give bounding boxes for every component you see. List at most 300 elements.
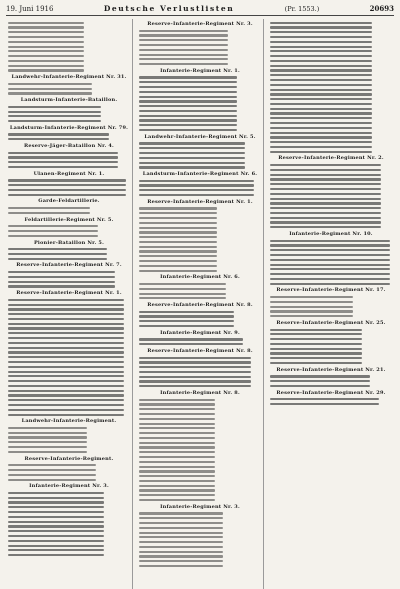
text-line (139, 527, 223, 529)
section-heading: Reserve-Infanterie-Regiment Nr. 1. (16, 290, 122, 297)
text-line (8, 230, 98, 232)
text-line (139, 217, 217, 219)
text-line (270, 348, 362, 350)
section-heading: Garde-Feldartillerie. (38, 198, 100, 205)
text-line (8, 92, 92, 94)
text-line (139, 288, 226, 290)
section-heading: Reserve-Infanterie-Regiment Nr. 8. (147, 302, 253, 309)
text-line (270, 183, 381, 185)
text-line (270, 117, 372, 119)
text-line (8, 451, 87, 453)
text-line (139, 555, 223, 557)
section-heading: Landwehr-Infanterie-Regiment Nr. 5. (144, 133, 256, 140)
text-line (8, 436, 87, 438)
text-line (270, 310, 353, 312)
text-line (270, 141, 372, 143)
text-line (139, 461, 215, 463)
column-3 (268, 19, 394, 589)
text-line (139, 157, 245, 159)
text-line (270, 264, 390, 266)
section-heading: Reserve-Infanterie-Regiment Nr. 2. (278, 155, 384, 162)
section-heading: Infanterie-Regiment Nr. 3. (29, 483, 109, 490)
text-line (270, 69, 372, 71)
text-line (8, 366, 124, 368)
text-line (139, 565, 223, 567)
text-line (139, 270, 217, 272)
text-line (8, 50, 84, 52)
text-line (8, 511, 104, 513)
section (8, 262, 130, 287)
section (139, 21, 261, 65)
text-line (8, 506, 104, 508)
text-line (139, 207, 217, 209)
text-line (270, 188, 381, 190)
text-line (8, 318, 124, 320)
section (270, 320, 392, 364)
text-line (8, 212, 90, 214)
text-line (139, 96, 237, 98)
text-line (270, 193, 381, 195)
text-line (8, 525, 104, 527)
text-line (8, 65, 84, 67)
text-line (139, 227, 217, 229)
text-line (139, 212, 217, 214)
text-line (8, 375, 124, 377)
text-line (270, 198, 381, 200)
issue-number: (Pr. 1553.) (284, 5, 320, 13)
section (8, 97, 130, 122)
text-line (270, 55, 372, 57)
text-line (139, 466, 215, 468)
text-line (139, 480, 215, 482)
text-line (8, 120, 101, 122)
text-line (8, 347, 124, 349)
text-line (139, 522, 223, 524)
section (139, 302, 261, 327)
text-line (8, 554, 104, 556)
text-line (270, 112, 372, 114)
section (8, 198, 130, 214)
text-line (270, 98, 372, 100)
text-line (270, 240, 390, 242)
text-line (8, 427, 87, 429)
text-line (270, 79, 372, 81)
text-line (139, 475, 215, 477)
column-2 (137, 19, 264, 589)
text-line (139, 115, 237, 117)
text-line (270, 127, 372, 129)
text-line (139, 380, 251, 382)
text-line (270, 103, 372, 105)
text-line (270, 60, 372, 62)
text-line (139, 376, 251, 378)
text-line (8, 69, 84, 71)
text-line (8, 88, 92, 90)
text-line (270, 151, 372, 153)
text-line (270, 22, 372, 24)
text-line (8, 549, 104, 551)
text-line (270, 202, 381, 204)
text-line (139, 39, 228, 41)
text-line (139, 499, 215, 501)
text-line (139, 517, 223, 519)
section (8, 74, 130, 94)
text-line (8, 83, 92, 85)
section-heading: Infanterie-Regiment Nr. 6. (160, 274, 240, 281)
text-line (8, 446, 87, 448)
text-line (139, 489, 215, 491)
text-line (270, 254, 390, 256)
text-line (270, 31, 372, 33)
text-line (139, 105, 237, 107)
text-line (139, 63, 228, 65)
text-line (270, 36, 372, 38)
text-line (139, 142, 245, 144)
section-heading: Feldartillerie-Regiment Nr. 5. (24, 216, 114, 223)
section (270, 155, 392, 228)
text-line (8, 409, 124, 411)
text-line (139, 44, 228, 46)
text-line (139, 366, 251, 368)
text-line (270, 329, 362, 331)
text-line (139, 311, 234, 313)
text-line (270, 212, 381, 214)
text-line (270, 343, 362, 345)
text-line (139, 532, 223, 534)
text-line (139, 255, 217, 257)
text-line (270, 74, 372, 76)
text-line (139, 385, 251, 387)
text-line (8, 166, 118, 168)
text-line (270, 283, 390, 285)
text-line (8, 501, 104, 503)
text-line (139, 320, 234, 322)
text-line (139, 361, 251, 363)
text-line (8, 55, 84, 57)
text-line (139, 241, 217, 243)
page-date: 19. Juni 1916 (6, 5, 54, 13)
section-heading: Pionier-Bataillon Nr. 5. (33, 239, 105, 246)
text-line (139, 541, 223, 543)
text-line (8, 26, 84, 28)
text-line (270, 174, 381, 176)
text-line (270, 178, 381, 180)
text-line (139, 81, 237, 83)
text-line (270, 26, 372, 28)
text-line (139, 446, 215, 448)
section (139, 134, 261, 169)
text-line (139, 470, 215, 472)
section (8, 456, 130, 481)
text-line (8, 327, 124, 329)
text-line (139, 260, 217, 262)
text-line (8, 271, 115, 273)
text-line (8, 399, 124, 401)
text-line (139, 124, 237, 126)
section (139, 390, 261, 501)
text-line (8, 156, 118, 158)
text-line (139, 189, 254, 191)
text-line (8, 276, 115, 278)
text-line (139, 512, 223, 514)
section-heading: Reserve-Infanterie-Regiment Nr. 7. (16, 262, 122, 269)
text-line (139, 399, 215, 401)
text-line (270, 249, 390, 251)
text-line (8, 299, 124, 301)
text-line (8, 323, 124, 325)
text-line (139, 91, 237, 93)
text-line (270, 50, 372, 52)
text-line (8, 371, 124, 373)
text-line (8, 133, 109, 135)
section-heading: Infanterie-Regiment Nr. 9. (160, 329, 240, 336)
text-line (139, 403, 215, 405)
text-line (8, 184, 126, 186)
section (8, 125, 130, 141)
text-line (8, 464, 96, 466)
text-line (8, 281, 115, 283)
text-line (270, 385, 370, 387)
section (139, 348, 261, 387)
text-line (139, 54, 228, 56)
text-line (139, 442, 215, 444)
text-line (8, 394, 124, 396)
text-line (139, 265, 217, 267)
text-line (270, 169, 381, 171)
text-line (8, 194, 126, 196)
text-line (8, 390, 124, 392)
text-line (139, 34, 228, 36)
text-line (8, 106, 101, 108)
text-line (8, 342, 124, 344)
text-line (139, 325, 234, 327)
section (8, 418, 130, 453)
text-line (270, 65, 372, 67)
text-line (8, 46, 84, 48)
text-line (270, 273, 390, 275)
text-line (139, 494, 215, 496)
text-line (270, 226, 381, 228)
text-line (270, 403, 379, 405)
section (270, 231, 392, 285)
section-heading: Landsturm-Infanterie-Bataillon. (20, 97, 118, 104)
text-line (270, 93, 372, 95)
text-line (8, 235, 98, 237)
text-line (8, 304, 124, 306)
text-line (139, 250, 217, 252)
section-heading: Reserve-Infanterie-Regiment Nr. 17. (276, 287, 386, 294)
section-heading: Landsturm-Infanterie-Regiment Nr. 6. (142, 171, 258, 178)
text-line (8, 361, 124, 363)
text-line (139, 560, 223, 562)
text-line (139, 162, 245, 164)
text-line (8, 521, 104, 523)
text-line (8, 161, 118, 163)
text-line (270, 122, 372, 124)
text-line (270, 217, 381, 219)
text-line (8, 225, 98, 227)
section (8, 22, 130, 72)
text-line (270, 259, 390, 261)
text-line (270, 108, 372, 110)
section (8, 483, 130, 556)
text-line (8, 41, 84, 43)
text-line (139, 423, 215, 425)
text-line (139, 100, 237, 102)
section-heading: Infanterie-Regiment Nr. 1. (160, 67, 240, 74)
text-line (139, 119, 237, 121)
section-heading: Reserve-Jäger-Bataillon Nr. 4. (24, 143, 114, 149)
page-header (6, 4, 394, 16)
section-heading: Reserve-Infanterie-Regiment Nr. 8. (147, 347, 253, 354)
text-line (270, 41, 372, 43)
text-line (139, 86, 237, 88)
text-line (139, 546, 223, 548)
text-line (139, 58, 228, 60)
text-line (270, 268, 390, 270)
text-line (8, 308, 124, 310)
section-heading: Reserve-Infanterie-Regiment Nr. 25. (276, 319, 386, 326)
text-line (139, 456, 215, 458)
text-line (8, 253, 107, 255)
text-line (139, 432, 215, 434)
text-line (8, 207, 90, 209)
text-line (8, 337, 124, 339)
text-line (270, 357, 362, 359)
text-line (8, 441, 87, 443)
text-line (8, 31, 84, 33)
text-line (270, 244, 390, 246)
section (8, 240, 130, 260)
text-line (270, 301, 353, 303)
text-line (270, 146, 372, 148)
text-line (8, 179, 126, 181)
text-line (139, 418, 215, 420)
text-line (139, 110, 237, 112)
text-line (270, 207, 381, 209)
text-line (139, 357, 251, 359)
text-line (8, 540, 104, 542)
text-line (8, 432, 87, 434)
section-heading: Reserve-Infanterie-Regiment Nr. 21. (276, 366, 386, 373)
section (139, 199, 261, 272)
section-heading: Infanterie-Regiment Nr. 8. (160, 390, 240, 396)
text-line (8, 474, 96, 476)
text-line (8, 152, 118, 154)
text-line (139, 551, 223, 553)
text-line (8, 248, 107, 250)
text-line (270, 278, 390, 280)
text-line (139, 536, 223, 538)
text-line (8, 22, 84, 24)
section-heading: Landwehr-Infanterie-Regiment. (21, 418, 117, 425)
text-line (8, 356, 124, 358)
section-heading: Infanterie-Regiment Nr. 10. (289, 231, 373, 237)
text-line (270, 136, 372, 138)
text-line (139, 371, 251, 373)
text-line (139, 194, 254, 196)
text-line (8, 404, 124, 406)
columns (6, 19, 394, 589)
page-number: 20693 (369, 4, 394, 13)
text-line (270, 296, 353, 298)
text-line (139, 129, 237, 131)
text-line (8, 138, 109, 140)
text-line (8, 385, 124, 387)
text-line (8, 414, 124, 416)
text-line (139, 338, 243, 340)
text-line (270, 89, 372, 91)
text-line (270, 164, 381, 166)
text-line (139, 152, 245, 154)
text-line (139, 485, 215, 487)
section (270, 22, 392, 153)
text-line (270, 352, 362, 354)
section-heading: Reserve-Infanterie-Regiment Nr. 1. (147, 198, 253, 205)
text-line (270, 362, 362, 364)
text-line (8, 497, 104, 499)
text-line (139, 293, 226, 295)
page-title: Deutsche Verlustlisten (103, 4, 235, 13)
text-line (8, 535, 104, 537)
section (270, 390, 392, 406)
section-heading: Reserve-Infanterie-Regiment Nr. 29. (276, 389, 386, 396)
section-heading: Reserve-Infanterie-Regiment. (24, 455, 114, 462)
text-line (139, 49, 228, 51)
text-line (139, 413, 215, 415)
text-line (8, 479, 96, 481)
text-line (139, 315, 234, 317)
text-line (8, 189, 126, 191)
section-heading: Landwehr-Infanterie-Regiment Nr. 31. (11, 74, 127, 81)
text-line (270, 398, 379, 400)
text-line (139, 231, 217, 233)
section (139, 504, 261, 567)
text-line (270, 333, 362, 335)
section-heading: Landsturm-Infanterie-Regiment Nr. 79. (9, 124, 129, 131)
text-line (139, 147, 245, 149)
section (8, 290, 130, 416)
text-line (270, 315, 353, 317)
text-line (8, 492, 104, 494)
text-line (139, 408, 215, 410)
text-line (139, 451, 215, 453)
section (139, 330, 261, 346)
text-line (8, 60, 84, 62)
text-line (8, 380, 124, 382)
text-line (139, 343, 243, 345)
text-line (8, 258, 107, 260)
text-line (8, 111, 101, 113)
text-line (139, 30, 228, 32)
section (8, 171, 130, 196)
text-line (8, 36, 84, 38)
text-line (270, 375, 370, 377)
text-line (8, 351, 124, 353)
section (270, 367, 392, 387)
text-line (139, 246, 217, 248)
text-line (8, 469, 96, 471)
section (139, 171, 261, 196)
text-line (270, 380, 370, 382)
section (8, 217, 130, 237)
text-line (139, 437, 215, 439)
section (139, 274, 261, 299)
text-line (8, 115, 101, 117)
section-heading: Reserve-Infanterie-Regiment Nr. 3. (147, 21, 253, 27)
text-line (139, 427, 215, 429)
text-line (270, 84, 372, 86)
